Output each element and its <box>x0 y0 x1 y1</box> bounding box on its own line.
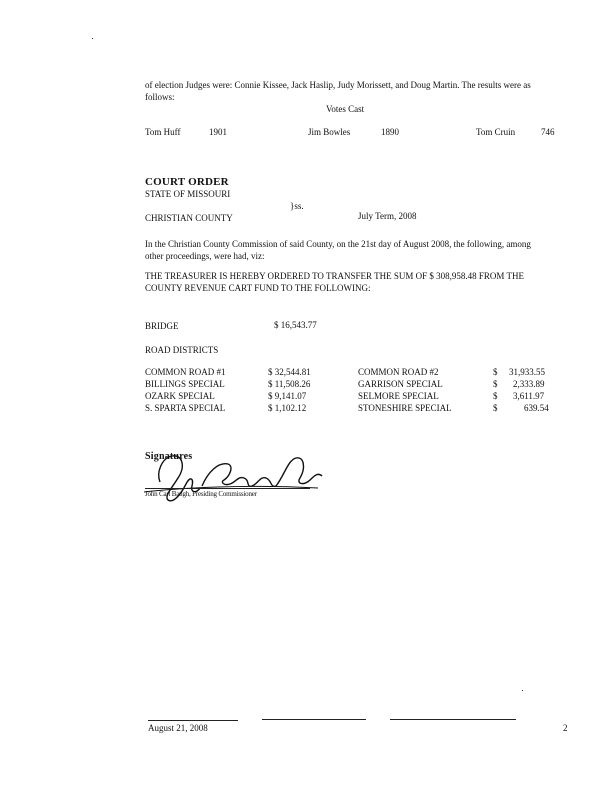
preamble-line-1: In the Christian County Commission of said County, on the 21st day of August 2008, the following, among <box>145 239 531 249</box>
order-line-2: COUNTY REVENUE CART FUND TO THE FOLLOWING: <box>145 283 371 293</box>
election-intro-line-1: of election Judges were: Connie Kissee, Jack Haslip, Judy Morissett, and Doug Martin. The results were as <box>145 80 531 90</box>
order-line-1: THE TREASURER IS HEREBY ORDERED TO TRANSFER THE SUM OF $ 308,958.48 FROM THE <box>145 271 524 281</box>
footer-rule <box>148 720 238 721</box>
district-amount: 639.54 <box>524 403 549 413</box>
handwritten-signature <box>138 442 338 512</box>
candidate-name: Jim Bowles <box>308 127 351 137</box>
road-districts-heading: ROAD DISTRICTS <box>145 345 219 355</box>
district-name: GARRISON SPECIAL <box>358 379 443 389</box>
page-number: 2 <box>563 723 568 733</box>
district-currency: $ <box>493 367 498 377</box>
election-intro-line-2: follows: <box>145 92 175 102</box>
candidate-votes: 1901 <box>209 127 227 137</box>
district-amount: $ 11,508.26 <box>268 379 311 389</box>
district-currency: $ <box>493 391 498 401</box>
bridge-amount: $ 16,543.77 <box>274 320 317 330</box>
district-amount: $ 1,102.12 <box>268 403 307 413</box>
county-line: CHRISTIAN COUNTY <box>145 213 233 223</box>
district-name: S. SPARTA SPECIAL <box>145 403 226 413</box>
district-amount: 3,611.97 <box>513 391 545 401</box>
votes-cast-label: Votes Cast <box>326 104 365 114</box>
district-name: OZARK SPECIAL <box>145 391 215 401</box>
signature-rule <box>145 488 310 489</box>
district-name: SELMORE SPECIAL <box>358 391 439 401</box>
bridge-label: BRIDGE <box>145 321 179 331</box>
preamble-line-2: other proceedings, were had, viz: <box>145 251 265 261</box>
district-name: BILLINGS SPECIAL <box>145 379 225 389</box>
term-line: July Term, 2008 <box>358 211 417 221</box>
district-name: STONESHIRE SPECIAL <box>358 403 452 413</box>
district-amount: 2,333.89 <box>513 379 545 389</box>
signatures-heading: Signatures <box>145 451 193 462</box>
candidate-votes: 746 <box>541 127 555 137</box>
ss-mark: }ss. <box>290 201 304 211</box>
footer-date: August 21, 2008 <box>148 723 208 733</box>
district-name: COMMON ROAD #1 <box>145 367 226 377</box>
district-currency: $ <box>493 403 498 413</box>
footer-rule <box>390 719 516 720</box>
signer-line: John Carl Baugh, Presiding Commissioner <box>145 490 257 498</box>
candidate-name: Tom Huff <box>145 127 181 137</box>
district-amount: 31,933.55 <box>509 367 545 377</box>
scan-speck <box>522 690 523 691</box>
footer-rule <box>262 719 366 720</box>
court-order-heading: COURT ORDER <box>145 176 229 188</box>
district-currency: $ <box>493 379 498 389</box>
state-line: STATE OF MISSOURI <box>145 189 231 199</box>
scan-speck <box>92 38 93 39</box>
district-amount: $ 32,544.81 <box>268 367 311 377</box>
candidate-name: Tom Cruin <box>476 127 516 137</box>
district-name: COMMON ROAD #2 <box>358 367 439 377</box>
candidate-votes: 1890 <box>381 127 399 137</box>
district-amount: $ 9,141.07 <box>268 391 307 401</box>
